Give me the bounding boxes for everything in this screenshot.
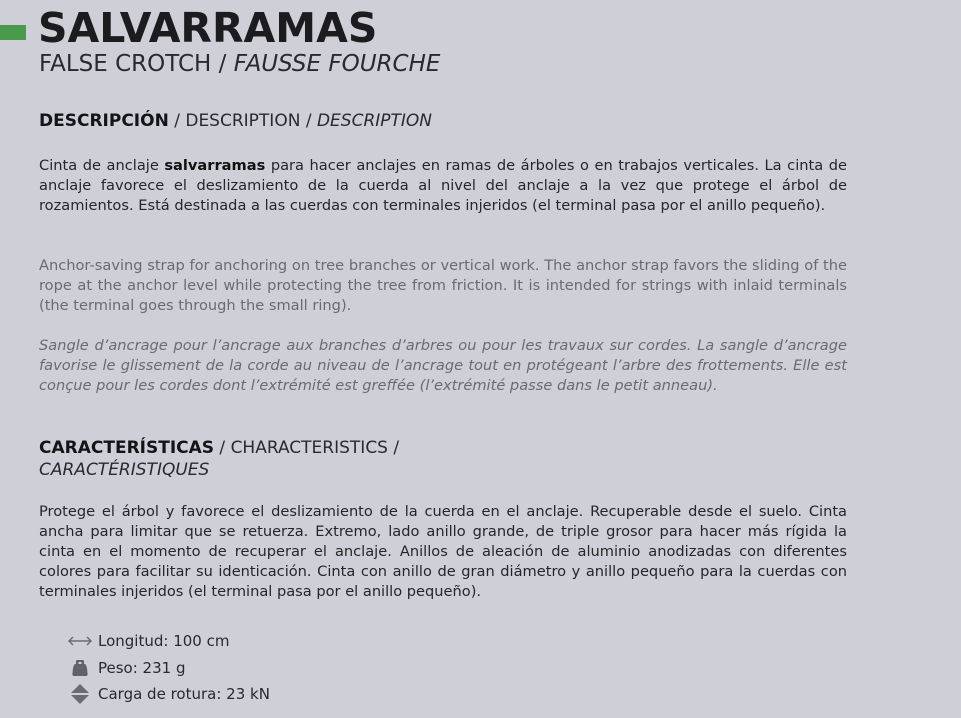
characteristics-heading-fr: CARACTÉRISTIQUES <box>39 460 210 480</box>
description-heading <box>39 111 432 131</box>
subtitle-separator: / <box>211 51 234 77</box>
length-arrows-icon <box>67 631 93 651</box>
subtitle-en: FALSE CROTCH <box>39 51 212 77</box>
subtitle-fr: FAUSSE FOURCHE <box>233 51 441 77</box>
spec-weight <box>67 655 270 682</box>
characteristics-heading <box>39 437 399 481</box>
description-heading-en: / DESCRIPTION / <box>168 111 317 131</box>
spec-length <box>67 628 270 655</box>
description-heading-es: DESCRIPCIÓN <box>39 111 169 131</box>
description-es-text-1: Cinta de anclaje <box>39 157 165 174</box>
characteristics-es: Protege el árbol y favorece el deslizamiento de la cuerda en el anclaje. Recuperable desde el suelo. Cinta ancha para limitar que se retuerza. Extremo, lado anillo grande, de triple grosor para hacer más rígida la cinta en el momento de recuperar el anclaje. Anillos de aleación de aluminio anodizadas con diferentes colores para facilitar su identicación. Cinta con anillo de gran diámetro y anillo pequeño para la cuerdas con terminales injeridos (el terminal pasa por el anillo pequeño). <box>39 503 847 600</box>
description-es-text-2: para hacer anclajes en ramas de árboles o en trabajos verticales. La cinta de anclaje favorece el deslizamiento de la cuerda al nivel del anclaje a la vez que protege el árbol de rozamientos. Está destinada a las cuerdas con terminales injeridos (el terminal pasa por el anillo pequeño). <box>39 157 847 214</box>
breaking-load-icon <box>67 684 93 704</box>
spec-weight-label: Peso: 231 g <box>98 658 186 677</box>
weight-icon <box>67 658 93 678</box>
spec-length-label: Longitud: 100 cm <box>98 632 230 651</box>
characteristics-heading-en: / CHARACTERISTICS / <box>214 438 400 458</box>
description-en: Anchor-saving strap for anchoring on tree branches or vertical work. The anchor strap favors the sliding of the rope at the anchor level while protecting the tree from friction. It is intended for strings with inlaid terminals (the terminal goes through the small ring). <box>39 257 847 314</box>
description-es-bold: salvarramas <box>164 157 266 174</box>
description-es <box>39 156 847 216</box>
spec-breaking-load-label: Carga de rotura: 23 kN <box>98 685 270 704</box>
spec-breaking-load <box>67 681 270 708</box>
product-subtitle <box>39 49 440 79</box>
characteristics-heading-es: CARACTERÍSTICAS <box>39 438 215 458</box>
accent-bar <box>0 25 26 40</box>
spec-list <box>67 628 270 708</box>
product-title: SALVARRAMAS <box>38 4 378 52</box>
description-heading-fr: DESCRIPTION <box>316 111 433 131</box>
description-fr: Sangle d’ancrage pour l’ancrage aux branches d’arbres ou pour les travaux sur cordes. La sangle d’ancrage favorise le glissement de la corde au niveau de l’ancrage tout en protégeant l’arbre des frottements. Elle est conçue pour les cordes dont l’extrémité est greffée (l’extrémité passe dans le petit anneau). <box>39 337 847 394</box>
